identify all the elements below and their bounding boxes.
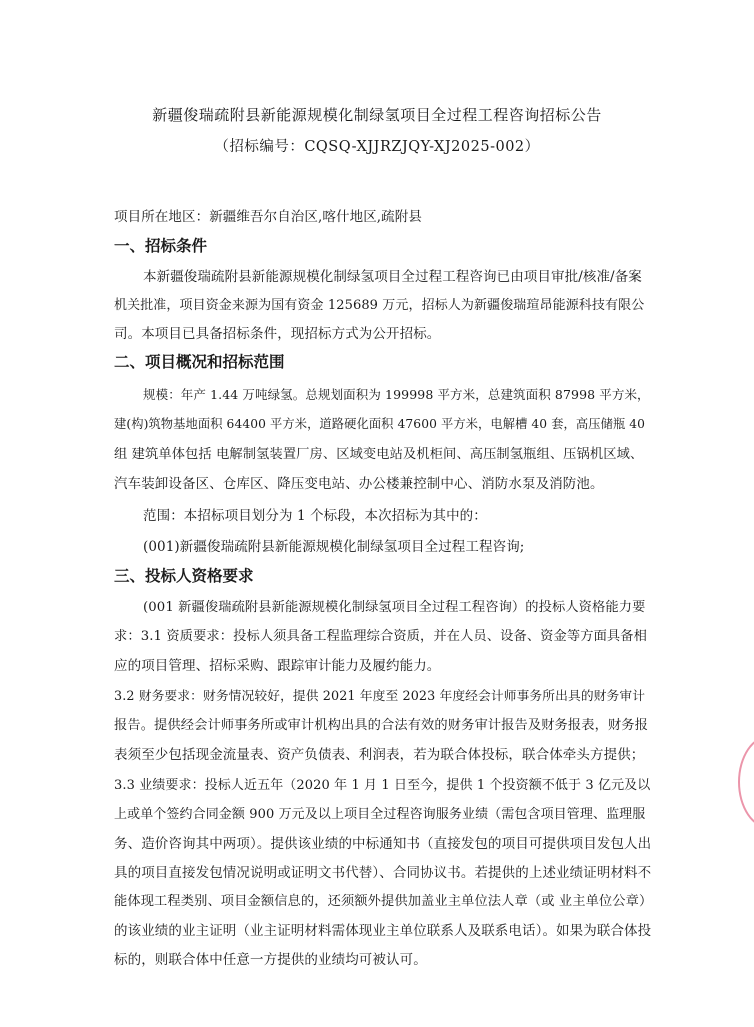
paragraph-line: 表须至少包括现金流量表、资产负债表、利润表，若为联合体投标，联合体牵头方提供；	[114, 747, 645, 763]
paragraph-line: 能体现工程类别、项目金额信息的，还须额外提供加盖业主单位法人章（或 业主单位公章）	[114, 894, 653, 909]
paragraph-line: 建(构)筑物基地面积 64400 平方米，道路硬化面积 47600 平方米，电解槽 40 套，高压储瓶 40	[114, 417, 646, 431]
paragraph-line: 汽车装卸设备区、仓库区、降压变电站、办公楼兼控制中心、消防水泵及消防池。	[114, 476, 604, 492]
paragraph-line: 规模：年产 1.44 万吨绿氢。总规划面积为 199998 平方米，总建筑面积 87998 平方米，	[143, 387, 650, 402]
paragraph-line: 具的项目直接发包情况说明或证明文书代替）、合同协议书。若提供的上述业绩证明材料不	[114, 865, 652, 881]
paragraph-line: 应的项目管理、招标采购、跟踪审计能力及履约能力。	[114, 658, 441, 674]
paragraph-line: 司。本项目已具备招标条件，现招标方式为公开招标。	[114, 326, 441, 342]
section-heading-2: 二、项目概况和招标范围	[114, 353, 285, 371]
paragraph-line: 的该业绩的业主证明（业主证明材料需体现业主单位联系人及联系电话）。如果为联合体投	[114, 923, 652, 939]
section-heading-3: 三、投标人资格要求	[114, 567, 254, 585]
paragraph-line: 本新疆俊瑞疏附县新能源规模化制绿氢项目全过程工程咨询已由项目审批/核准/备案	[143, 269, 642, 285]
paragraph-line: 上或单个签约合同金额 900 万元及以上项目全过程咨询服务业绩（需包含项目管理、监理服	[114, 807, 646, 822]
paragraph-line: 3.3 业绩要求：投标人近五年（2020 年 1 月 1 日至今，提供 1 个投资额不低于 3 亿元及以	[114, 778, 651, 793]
paragraph-line: (001 新疆俊瑞疏附县新能源规模化制绿氢项目全过程工程咨询）的投标人资格能力要	[143, 600, 646, 615]
paragraph-line: 3.2 财务要求：财务情况较好，提供 2021 年度至 2023 年度经会计师事务所出具的财务审计	[114, 689, 646, 704]
paragraph-line: 标的，则联合体中任意一方提供的业绩均可被认可。	[114, 952, 427, 968]
paragraph-line: 求：3.1 资质要求：投标人须具备工程监理综合资质，并在人员、设备、资金等方面具备相	[114, 629, 647, 644]
section-heading-1: 一、招标条件	[114, 237, 208, 255]
seal-stamp	[738, 735, 754, 829]
paragraph-line: 机关批准，项目资金来源为国有资金 125689 万元，招标人为新疆俊瑞瑄昂能源科技有限公	[114, 298, 645, 313]
paragraph-line: 组 建筑单体包括 电解制氢装置厂房、区域变电站及机柜间、高压制氢瓶组、压锅机区域、	[114, 447, 644, 462]
paragraph-line: 报告。提供经会计师事务所或审计机构出具的合法有效的财务审计报告及财务报表，财务报	[114, 718, 649, 733]
paragraph-line: 务、造价咨询其中两项）。提供该业绩的中标通知书（直接发包的项目可提供项目发包人出	[114, 836, 652, 852]
project-location: 项目所在地区：新疆维吾尔自治区,喀什地区,疏附县	[114, 209, 422, 225]
paragraph-line: 范围：本招标项目划分为 1 个标段，本次招标为其中的：	[143, 508, 487, 524]
bid-number: （招标编号：CQSQ-XJJRZJQY-XJ2025-002）	[214, 139, 540, 155]
document-title: 新疆俊瑞疏附县新能源规模化制绿氢项目全过程工程咨询招标公告	[152, 106, 602, 124]
paragraph-line: (001)新疆俊瑞疏附县新能源规模化制绿氢项目全过程工程咨询;	[143, 539, 525, 555]
